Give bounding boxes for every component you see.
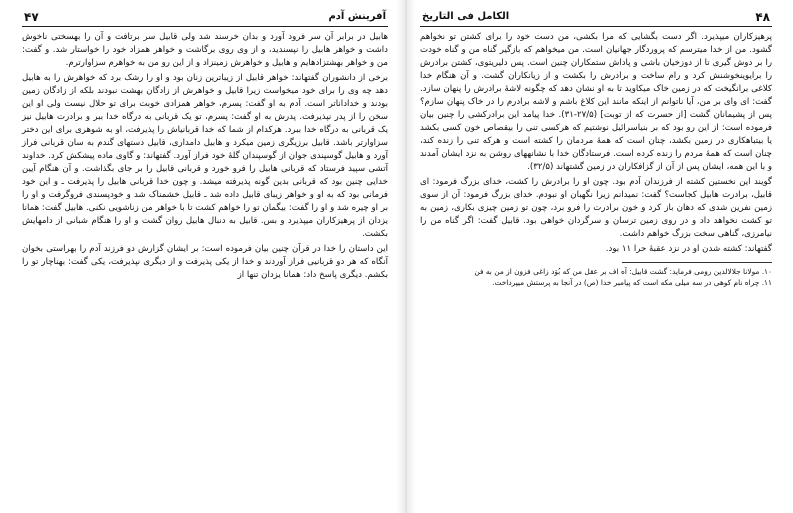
right-running-title: الکامل فی التاریخ xyxy=(422,11,510,22)
left-page-body xyxy=(22,31,388,282)
paragraph: پرهیزکاران میپذیرد. اگر دست بگشایی که مرا بکشی، من دست خود را برای کشتن تو نخواهم گشود. من از خدا میترسم که پروردگار جهانیان است. من میخواهم که بازگیر گناه من و گناه خودت را بر دوش گیری تا از دوزخیان باشی و پاداش ستمکاران چنین است. پس دلیریتوی، کشتن برادرش را برایوینخوشنش کرد و رام ساخت و برادرش را بکشت و از زیانکاران گشت. و آن هنگام خدا کلاغی برانگیخت که در زمین خاک میکاوید تا به او نشان دهد که چگونه لاشهٔ برادرش را پنهان سازد. گفت: ای وای بر من، آیا ناتوانم از اینکه مانند این کلاغ باشم و لاشه برادرم را در خاک پنهان سازم؟ پس از پشیمانان گشت [از حسرت که از توبت] (۲۷/۵-۳۱). خدا پیامد این برادرکشی را چنین بیان فرموده است: از این رو بود که بر بنیاسرائیل نوشتیم که هرکسی تنی را بیقصاص خون کسی بکشد یا بیتباهکاری در زمین بکشد، چنان است که همهٔ مردمان را کشته است و هرکه تنی را زنده کند، چنان است که همهٔ مردم را زنده کرده است. فرستادگان خدا با نشانههای روشن به نزد ایشان آمدند و با این همه، ایشان پس از آن از گزافکاران در زمین گشتهاند (۳۲/۵). xyxy=(420,32,772,172)
footnote-divider xyxy=(622,262,772,263)
right-page-body xyxy=(420,31,772,288)
paragraph: این داستان را خدا در قرآن چنین بیان فرموده است: بر ایشان گزارش دو فرزند آدم را بهراستی بخوان آنگاه که هر دو قربانیی فراز آوردند و خدا از یکی پذیرفت و از دیگری نپذیرفت، یکی گفت: بهناچار تو را بکشم. دیگری پاسخ داد: همانا یزدان تنها از xyxy=(22,244,388,280)
right-page-header xyxy=(420,10,772,27)
paragraph: گفتهاند: کشته شدن او در نزد عقبهٔ حرا ۱۱ بود. xyxy=(605,244,772,254)
left-page-header xyxy=(22,10,388,27)
right-page-number: ۴۸ xyxy=(755,10,770,24)
footnote: ۱۰. مولانا جلالالدین رومی فرماید: گشت قابیل: آه اف بر عقل من که بُوَد زاغی فزون از من به فن xyxy=(474,267,772,276)
right-page xyxy=(420,10,772,288)
left-page xyxy=(22,10,388,284)
left-running-title: آفرینش آدم xyxy=(328,11,386,22)
paragraph: برخی از دانشوران گفتهاند: خواهر قابیل از زیباترین زنان بود و او را رشک برد که خواهرش را به هابیل دهد چه وی را برای خود میخواست زیرا قابیل و خواهرش از زادگان بهشت نبودند بلکه از زادگان زمین بودند و خداداناتر است. آدم به او گفت: پسرم، خواهر همزادی خوبت برای تو حلال نیست ولی او این سخن را از پدر نپذیرفت. پدرش به او گفت: پسرم، تو یک قربانی به درگاه خدا ببر و برادرت هابیل نیز یک قربانی به درگاه خدا ببرد. هرکدام از شما که خدا قربانیاش را پذیرفت، او به شوهری برای این دختر سزاوارتر باشد. قابیل برزیگری زمین میکرد و هابیل دامداری، قابیل دستهای گندم به سان قربانی فراز آورد و هابیل گوسپندی جوان از گوسپندان گلهٔ خود فراز آورد. گفتهاند: و گاوی ماده پیشکش کرد. خداوند آتشی سپید فرستاد که قربانی هابیل را فرو خورد و قربانی قابیل را بر جای بگذاشت. و آن هنگام آیین خدایی چنین بود که قربانی بدین گونه پذیرفته میشد. و چون خدا قربانی هابیل را پذیرفت ـ و این خود فرمانی بود که به او و خواهر زیبای قابیل داده شد ـ قابیل خشمناک شد و خودپسندی فروگرفت و او را بر او چیره شد و او را گفت: بیگمان تو را خواهم کشت تا با خواهر من زناشویی نکنی. هابیل گفت: همانا یزدان از پرهیزکاران میپذیرد و بس. قابیل به دنبال هابیل روان گشت و او را هنگام شبانی از دامهایش بکشت. xyxy=(22,73,388,239)
footnote: ۱۱. چراه نام کوهی در سه میلی مکه است که پیامبر خدا (ص) در آنجا به پرستش میپرداخت. xyxy=(492,278,772,287)
paragraph: گویند این نخستین کشته از فرزندان آدم بود. چون او را برادرش را کشت، خدای بزرگ فرمود: ای قابیل، برادرت هابیل کجاست؟ گفت: نمیدانم زیرا نگهبان او نبودم. خدای بزرگ فرمود: آن از سوی زمین نفرین شدی که دهان باز کرد و خون برادرت را فرو برد، چون تو زمین چیزی بکاری، زمین به تو کشت نخواهد داد و در روی زمین ترسان و سرگردان خواهی بود. قابیل گفت: اگر گناه من را نیامرزی، گناهی سخت بزرگ خواهم داشت. xyxy=(420,177,772,239)
paragraph: هابیل در برابر آن سر فرود آورد و بدان خرسند شد ولی قابیل سر برتافت و آن را بهسختی ناخوش داشت و خواهر هابیل را نپسندید، و از وی روی برگاشت و خواهر همزاد خود را خواستار شد. و گفت: من و خواهر بهشتزادهایم و هابیل و خواهرش زمینزاد و از این رو من به خواهرم سزاوارترم. xyxy=(22,32,388,68)
book-gutter xyxy=(396,0,416,513)
left-page-number: ۴۷ xyxy=(24,10,39,24)
